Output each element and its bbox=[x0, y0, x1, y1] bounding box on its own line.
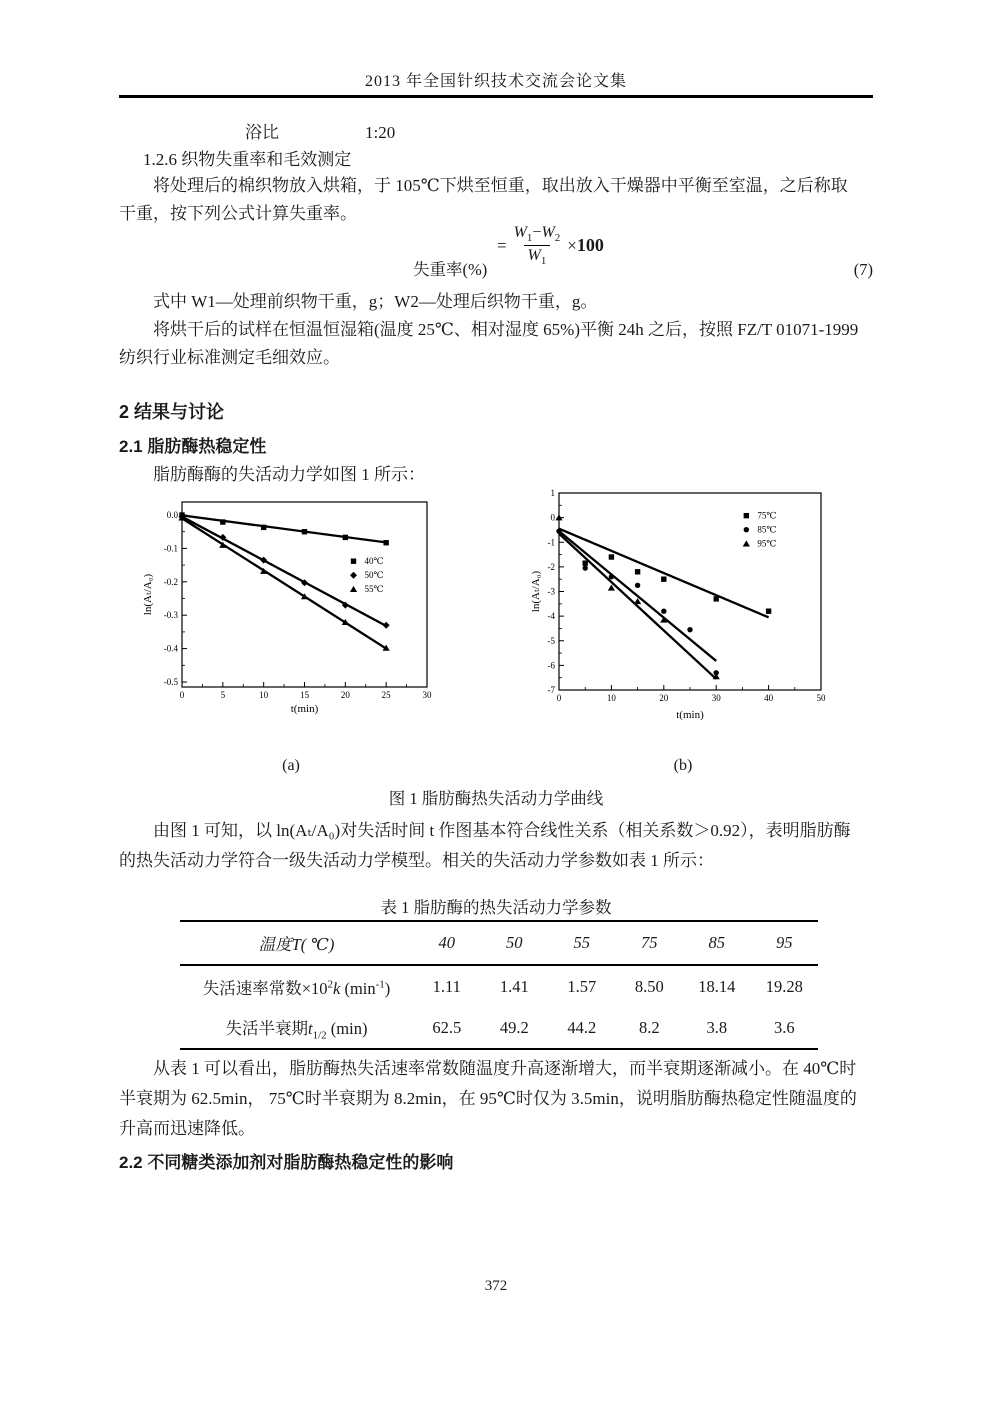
chart-a bbox=[140, 492, 442, 715]
svg-text:t(min): t(min) bbox=[676, 709, 704, 721]
svg-text:0.0: 0.0 bbox=[166, 510, 178, 521]
table-cell: 62.5 bbox=[432, 1018, 462, 1037]
table-title: 表 1 脂肪酶的热失活动力学参数 bbox=[380, 898, 612, 917]
svg-text:-0.1: -0.1 bbox=[163, 543, 178, 554]
svg-text:-6: -6 bbox=[547, 660, 555, 671]
table-row-1-label: 失活速率常数$\times 10^2k$ $(\min^{-1})$ bbox=[202, 978, 391, 998]
paragraph-6-line-3: 升高而迅速降低。 bbox=[119, 1119, 255, 1138]
svg-text:85℃: 85℃ bbox=[757, 524, 777, 535]
table-header-col: 85 bbox=[683, 921, 751, 965]
svg-text:55℃: 55℃ bbox=[364, 584, 384, 595]
heading-2-1: 2.1 脂肪酶热稳定性 bbox=[119, 437, 267, 456]
header-rule bbox=[119, 95, 873, 98]
table-cell: 49.2 bbox=[499, 1018, 529, 1037]
formula-equals: = bbox=[497, 235, 507, 255]
svg-text:-3: -3 bbox=[547, 586, 555, 597]
table-cell: 19.28 bbox=[765, 977, 803, 996]
figure-label-a: (a) bbox=[282, 757, 300, 774]
formula-lhs: 失重率(%) bbox=[413, 260, 488, 279]
paragraph-6-line-2: 半衰期为 62.5min， 75℃时半衰期为 8.2min，在 95℃时仅为 3.5min，说明脂肪酶热稳定性随温度的 bbox=[119, 1089, 857, 1108]
svg-text:0: 0 bbox=[550, 512, 555, 523]
table-cell: 3.8 bbox=[706, 1018, 728, 1037]
table-cell: 1.11 bbox=[432, 977, 461, 996]
page-number: 372 bbox=[484, 1278, 508, 1294]
paragraph-5 bbox=[119, 816, 873, 876]
svg-text:15: 15 bbox=[300, 690, 309, 700]
svg-text:40℃: 40℃ bbox=[364, 556, 384, 567]
table-header-col: 40 bbox=[413, 921, 481, 965]
table-header-temperature: 温度T( ℃) bbox=[180, 921, 413, 965]
table-cell: 44.2 bbox=[567, 1018, 597, 1037]
header-title: 2013 年全国针织技术交流会论文集 bbox=[364, 73, 627, 90]
svg-text:ln(Aₜ/A₀): ln(Aₜ/A₀) bbox=[530, 570, 542, 613]
svg-text:-0.3: -0.3 bbox=[163, 610, 178, 621]
paragraph-6 bbox=[119, 1054, 873, 1144]
svg-text:-0.5: -0.5 bbox=[163, 676, 178, 687]
figure-caption: 图 1 脂肪酶热失活动力学曲线 bbox=[388, 789, 604, 808]
svg-text:50℃: 50℃ bbox=[364, 570, 384, 581]
table-row-2-label: 失活半衰期$t_{1/2}$ (min) bbox=[225, 1018, 368, 1042]
svg-text:-7: -7 bbox=[547, 685, 555, 695]
svg-text:0: 0 bbox=[179, 690, 185, 700]
table-header-col: 75 bbox=[616, 921, 684, 965]
figure-label-b: (b) bbox=[673, 757, 693, 774]
table-header-col: 55 bbox=[548, 921, 616, 965]
paragraph-3 bbox=[119, 316, 873, 372]
paragraph-2: 式中 W1—处理前织物干重，g；W2—处理后织物干重，g。 bbox=[153, 292, 598, 311]
svg-text:20: 20 bbox=[659, 693, 669, 703]
svg-text:-2: -2 bbox=[547, 561, 555, 572]
table-cell: 8.2 bbox=[638, 1018, 660, 1037]
table-header-row bbox=[180, 921, 818, 965]
paragraph-1-line-1: 将处理后的棉织物放入烘箱，于 105℃下烘至恒重，取出放入干燥器中平衡至室温，之后称取 bbox=[153, 176, 848, 195]
heading-2-2: 2.2 不同糖类添加剂对脂肪酶热稳定性的影响 bbox=[119, 1153, 454, 1172]
formula-7 bbox=[497, 224, 604, 267]
kinetics-table bbox=[180, 920, 818, 1050]
paragraph-5-line-1: 由图 1 可知，以 ln(Aₜ/A₀)对失活时间 t 作图基本符合线性关系（相关系数＞0.92），表明脂肪酶 bbox=[153, 821, 851, 840]
formula-fraction bbox=[510, 224, 565, 267]
table-cell: 8.50 bbox=[634, 977, 664, 996]
svg-text:-4: -4 bbox=[547, 611, 555, 622]
svg-text:20: 20 bbox=[340, 690, 350, 700]
svg-text:5: 5 bbox=[220, 690, 226, 700]
svg-text:10: 10 bbox=[606, 693, 616, 703]
svg-text:-1: -1 bbox=[547, 537, 555, 548]
table-cell: 1.57 bbox=[567, 977, 597, 996]
svg-text:95℃: 95℃ bbox=[757, 538, 777, 549]
svg-text:10: 10 bbox=[259, 690, 269, 700]
formula-times: × bbox=[567, 235, 577, 255]
paragraph-4: 脂肪酶酶的失活动力学如图 1 所示： bbox=[153, 465, 425, 484]
paragraph-3-line-1: 将烘干后的试样在恒温恒湿箱(温度 25℃、相对湿度 65%)平衡 24h 之后，按照 FZ/T 01071-1999 bbox=[153, 320, 859, 339]
paragraph-3-line-2: 纺织行业标准测定毛细效应。 bbox=[119, 348, 340, 367]
svg-text:30: 30 bbox=[711, 693, 721, 703]
table-cell: 18.14 bbox=[698, 977, 736, 996]
svg-text:25: 25 bbox=[381, 690, 391, 700]
svg-text:ln(Aₜ/A₀): ln(Aₜ/A₀) bbox=[142, 573, 154, 616]
svg-text:1: 1 bbox=[550, 488, 555, 498]
formula-numerator: $W_1-W_2$ bbox=[513, 224, 561, 245]
heading-2: 2 结果与讨论 bbox=[119, 402, 225, 422]
svg-text:-0.2: -0.2 bbox=[163, 576, 178, 587]
section-1-2-6-heading: 1.2.6 织物失重率和毛效测定 bbox=[143, 150, 352, 169]
chart-b bbox=[528, 483, 838, 721]
svg-text:30: 30 bbox=[422, 690, 432, 700]
table-header-col: 50 bbox=[481, 921, 549, 965]
svg-text:75℃: 75℃ bbox=[757, 510, 777, 521]
paragraph-1-line-2: 干重，按下列公式计算失重率。 bbox=[119, 204, 357, 223]
table-header-col: 95 bbox=[751, 921, 819, 965]
svg-text:50: 50 bbox=[816, 693, 826, 703]
paragraph-5-line-2: 的热失活动力学符合一级失活动力学模型。相关的失活动力学参数如表 1 所示： bbox=[119, 851, 714, 870]
svg-text:t(min): t(min) bbox=[290, 703, 319, 715]
svg-text:-0.4: -0.4 bbox=[163, 643, 178, 654]
paragraph-6-line-1: 从表 1 可以看出，脂肪酶热失活速率常数随温度升高逐渐增大，而半衰期逐渐减小。在 40℃时 bbox=[153, 1059, 857, 1078]
formula-hundred: 100 bbox=[576, 235, 604, 256]
table-cell: 3.6 bbox=[773, 1018, 795, 1037]
formula-denominator: $W_1$ bbox=[524, 245, 551, 267]
svg-text:40: 40 bbox=[764, 693, 774, 703]
table-row-half-life bbox=[180, 1008, 818, 1049]
bath-ratio-label: 浴比 bbox=[245, 123, 279, 142]
paragraph-1 bbox=[119, 172, 873, 228]
table-row-rate-constant bbox=[180, 965, 818, 1008]
equation-number: (7) bbox=[853, 260, 873, 279]
table-cell: 1.41 bbox=[499, 977, 529, 996]
svg-text:0: 0 bbox=[556, 693, 562, 703]
svg-text:-5: -5 bbox=[547, 635, 555, 646]
bath-ratio-value: 1:20 bbox=[365, 123, 396, 142]
